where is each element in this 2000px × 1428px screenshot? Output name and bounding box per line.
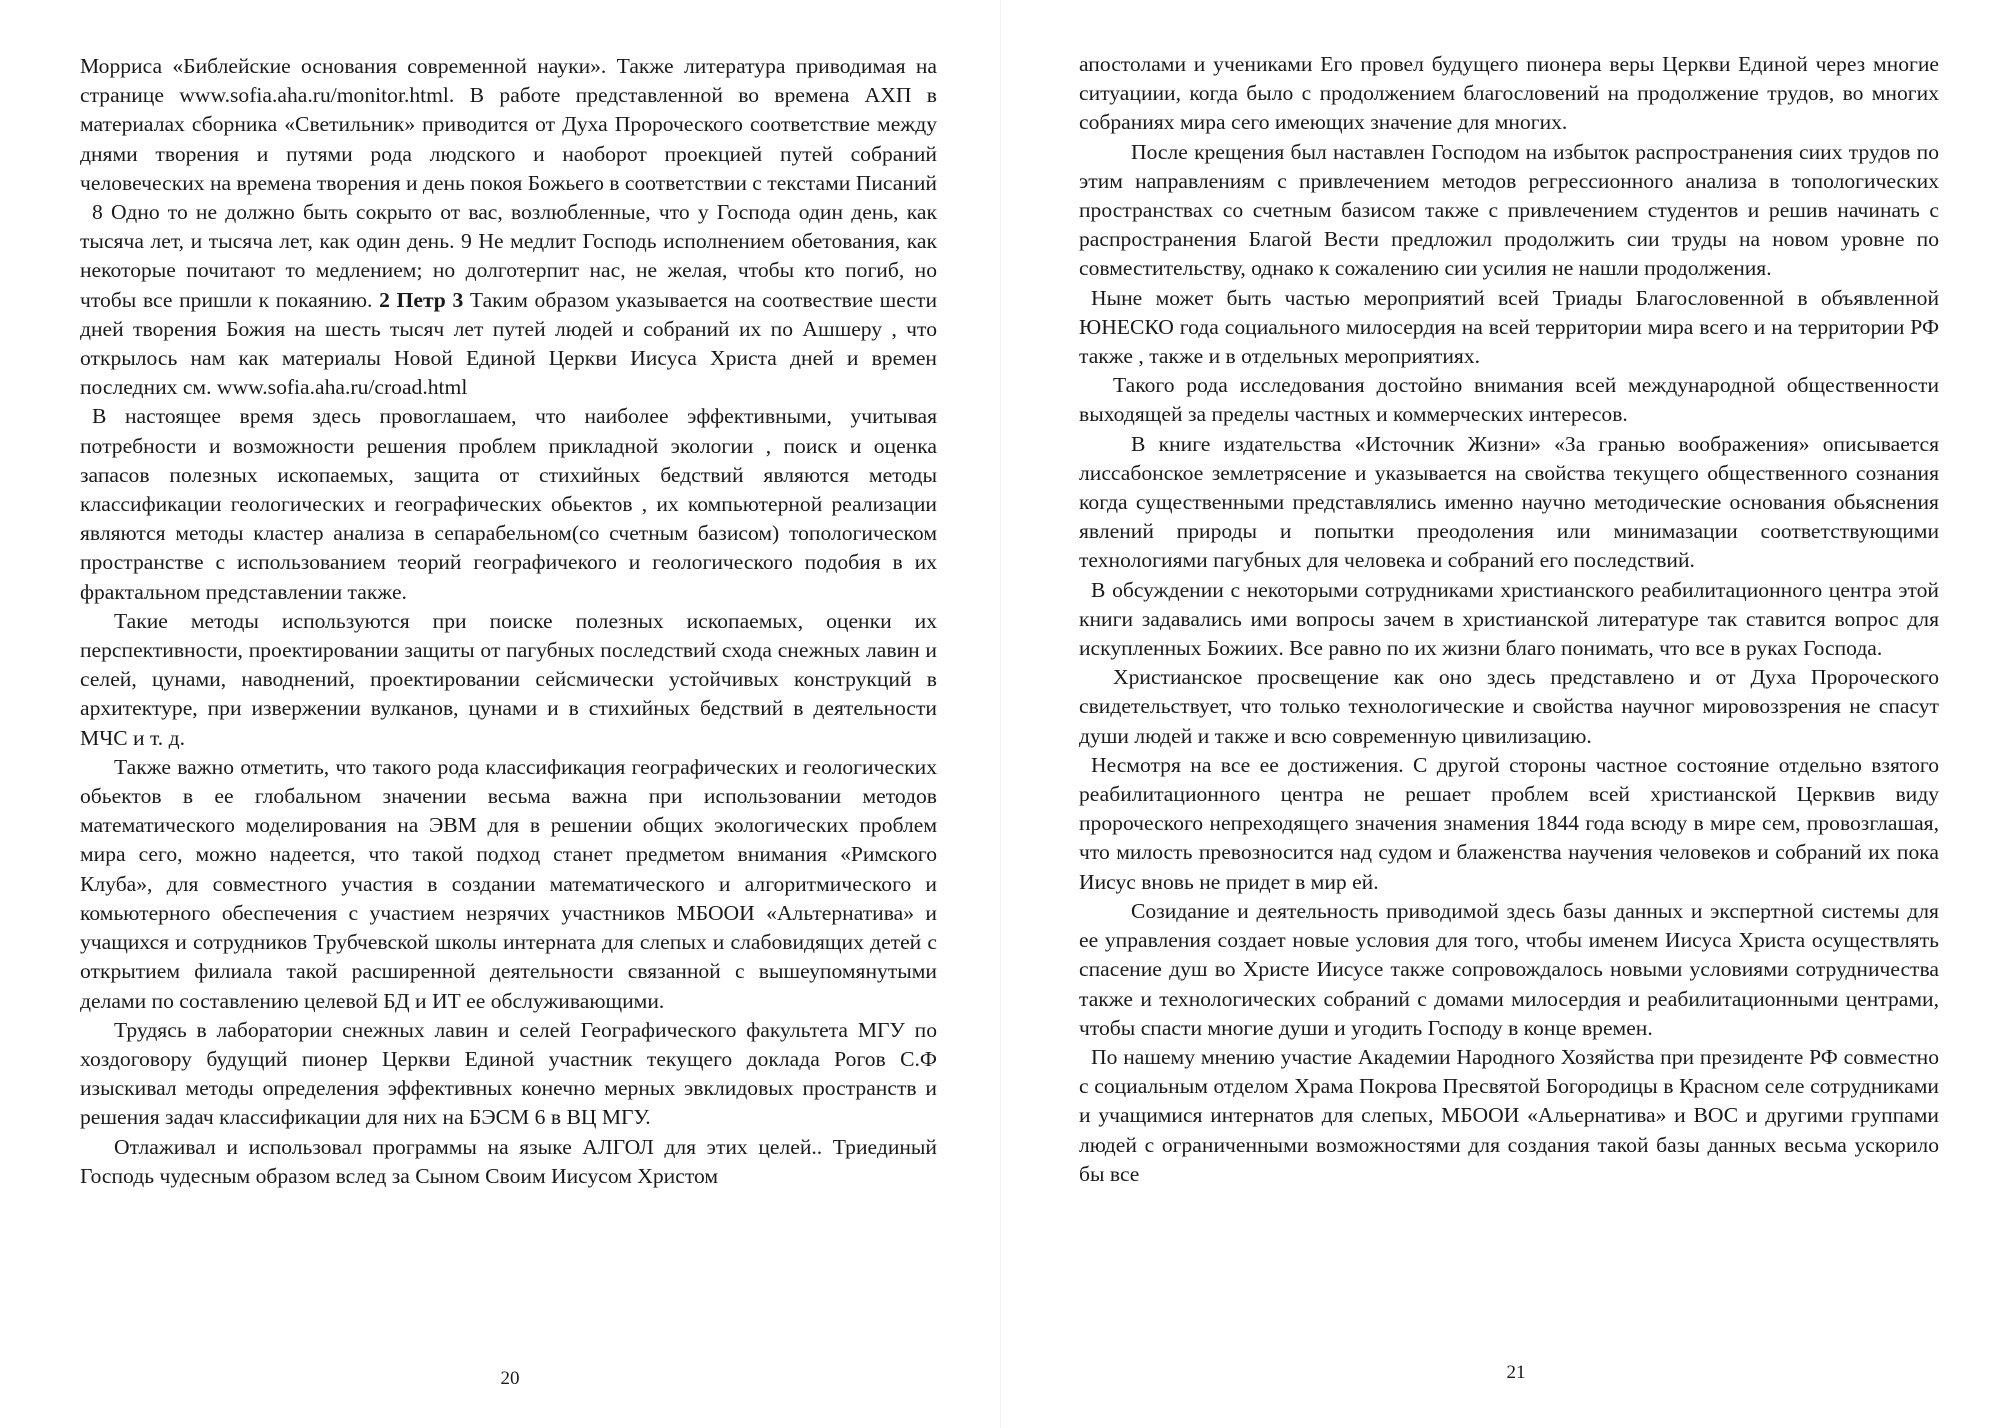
right-paragraph-10: По нашему мнению участие Академии Народного Хозяйства при президенте РФ совместно с социальным отделом Храма Покрова Пресвятой Богородицы в Красном селе сотрудниками и учащимися интернатов для слепых, МБООИ «Альернатива» и ВОС и другими группами людей с ограниченными возможностями для создания такой базы данных весьма ускорило бы все <box>1079 1044 1939 1186</box>
right-paragraph-2: После крещения был наставлен Господом на избыток распространения сиих трудов по этим направлениям с привлечением методов регрессионного анализа в топологических пространствах со счетным базисом также с привлечением студентов и решив начинать с распространения Благой Вести предложил продолжить сии труды на новом уровне по совместительству, однако к сожалению сии усилия не нашли продолжения. <box>1079 139 1939 281</box>
left-paragraph-5: Также важно отметить, что такого рода классификация географических и геологических обьектов в ее глобальном значении весьма важна при использовании методов математического моделирования на ЭВМ для в решении общих экологических проблем мира сего, можно надеется, что такой подход станет предметом внимания «Римского Клуба», для совместного участия в создании математического и алгоритмического и комьютерного обеспечения с участием незрячих участников МБООИ «Альтернатива» и учащихся и сотрудников Трубчевской школы интерната для слепых и слабовидящих детей с открытием филиала такой расширенной деятельности связанной с вышеупомянутыми делами по составлению целевой БД и ИТ ее обслуживающими. <box>80 754 937 1013</box>
right-paragraph-5: В книге издательства «Источник Жизни» «За гранью воображения» описывается лиссабонское землетрясение и указывается на свойства текущего общественного сознания когда существенными представлялись именно научно методические основания обьяснения явлений природы и попытки преодоления или минимазации соответствующими технологиями пагубных для человека и собраний его последствий. <box>1079 431 1939 573</box>
right-paragraph-7: Христианское просвещение как оно здесь представлено и от Духа Пророческого свидетельствует, что только технологические и свойства научног мировоззрения не спасут души людей и также и всю современную цивилизацию. <box>1079 665 1939 748</box>
scripture-reference: 2 Петр 3 <box>379 287 464 312</box>
left-paragraph-6: Трудясь в лаборатории снежных лавин и селей Географического факультета МГУ по хоздоговору будущий пионер Церкви Единой участник текущего доклада Рогов С.Ф изыскивал методы определения эффективных конечно мерных эвклидовых пространств и решения задач классификации для них на БЭСМ 6 в ВЦ МГУ. <box>80 1017 937 1130</box>
left-paragraph-7: Отлаживал и использовал программы на языке АЛГОЛ для этих целей.. Триединый Господь чудесным образом вслед за Сыном Своим Иисусом Христом <box>80 1134 937 1188</box>
left-paragraph-2-scripture <box>80 198 937 402</box>
left-page-number: 20 <box>500 1368 520 1389</box>
left-paragraph-4: Такие методы используются при поиске полезных ископаемых, оценки их перспективности, проектировании защиты от пагубных последствий схода снежных лавин и селей, цунами, наводнений, проектировании сейсмически устойчивых конструкций в архитектуре, при извержении вулканов, цунами и в стихийных бедствий в деятельности МЧС и т. д. <box>80 608 937 750</box>
scripture-commentary: Таким образом указывается на соотвествие шести дней творения Божия на шесть тысяч лет путей людей и собраний их по Ашшеру , что открылось нам как материалы Новой Единой Церкви Иисуса Христа дней и времен последних см. www.sofia.aha.ru/croad.html <box>80 287 937 400</box>
right-paragraph-4: Такого рода исследования достойно внимания всей международной общественности выходящей за пределы частных и коммерческих интересов. <box>1079 373 1939 427</box>
right-paragraph-6: В обсуждении с некоторыми сотрудниками христианского реабилитационного центра этой книги задавались ими вопросы зачем в христианской литературе так ставится вопрос для искупленных Божиих. Все равно по их жизни благо понимать, что все в руках Господа. <box>1079 577 1939 661</box>
right-page-number: 21 <box>1506 1362 1526 1383</box>
left-page <box>80 52 937 1191</box>
left-paragraph-3: В настоящее время здесь провоглашаем, что наиболее эффективными, учитывая потребности и возможности решения проблем прикладной экологии , поиск и оценка запасов полезных ископаемых, защита от стихийных бедствий являются методы классификации геологических и географических обьектов , их компьютерной реализации являются методы кластер анализа в сепарабельном(со счетным базисом) топологическом пространстве с использованием теорий географичекого и геологического подобия в их фрактальном представлении также. <box>80 404 937 604</box>
right-paragraph-1: апостолами и учениками Его провел будущего пионера веры Церкви Единой через многие ситуациии, когда было с продолжением благословений на продолжение трудов, во многих собраниях мира сего имеющих значение для многих. <box>1079 52 1939 135</box>
right-paragraph-8: Несмотря на все ее достижения. С другой стороны частное состояние отдельно взятого реабилитационного центра не решает проблем всей христианской Церквив виду пророческого непреходящего значения знамения 1844 года всюду в мире сем, провозглашая, что милость превозносится над судом и блаженства научения человеков и собраний их пока Иисус вновь не придет в мир ей. <box>1079 752 1939 894</box>
right-page <box>1079 50 1939 1189</box>
right-paragraph-9: Созидание и деятельность приводимой здесь базы данных и экспертной системы для ее управления создает новые условия для того, чтобы именем Иисуса Христа осуществлять спасение душ во Христе Иисусе также сопровождалось новыми условиями сотрудничества также и технологических собраний с домами милосердия и реабилитационными центрами, чтобы спасти многие души и угодить Господу в конце времен. <box>1079 898 1939 1040</box>
spine-gutter <box>1000 0 1001 1428</box>
right-paragraph-3: Ныне может быть частью мероприятий всей Триады Благословенной в объявленной ЮНЕСКО года социального милосердия на всей территории мира всего и на территории РФ также , также и в отдельных мероприятиях. <box>1079 285 1939 369</box>
scripture-quote: 8 Одно то не должно быть сокрыто от вас, возлюбленные, что у Господа один день, как тысяча лет, и тысяча лет, как один день. 9 Не медлит Господь исполнением обетования, как некоторые почитают то медлением; но долготерпит нас, не желая, чтобы кто погиб, но чтобы все пришли к покаянию. <box>80 200 937 312</box>
left-paragraph-1: Морриса «Библейские основания современной науки». Также литература приводимая на странице www.sofia.aha.ru/monitor.html. В работе представленной во времена АХП в материалах сборника «Светильник» приводится от Духа Пророческого соответствие между днями творения и путями рода людского и наоборот проекцией путей собраний человеческих на времена творения и день покоя Божьего в соответствии с текстами Писаний <box>80 54 937 195</box>
